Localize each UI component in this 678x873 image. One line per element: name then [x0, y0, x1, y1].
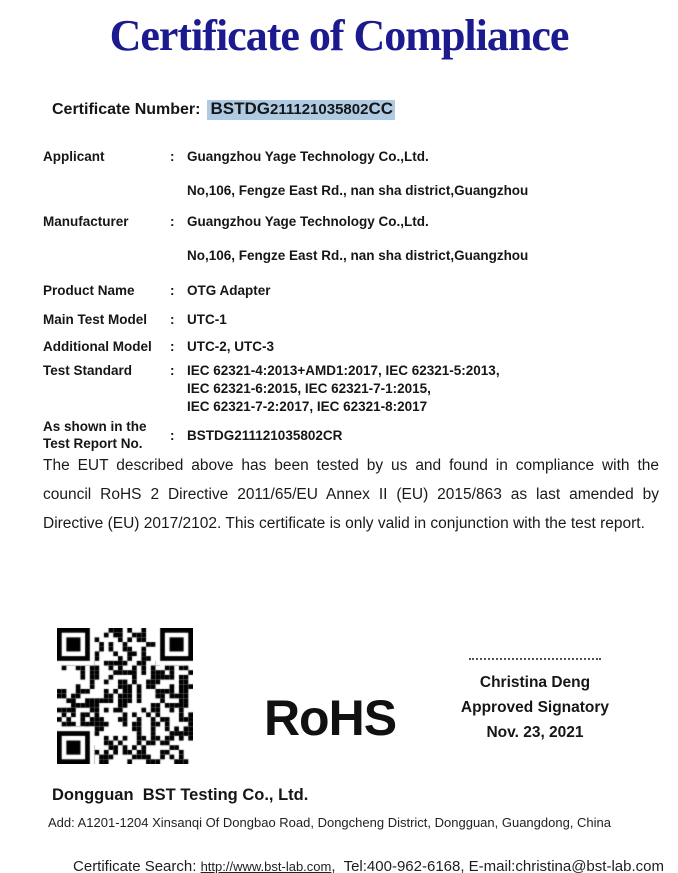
signatory-role: Approved Signatory: [460, 699, 610, 716]
additional-model-value: UTC-2, UTC-3: [187, 339, 274, 354]
test-report-number-value: BSTDG211121035802CR: [187, 427, 343, 443]
lab-address: Add: A1201-1204 Xinsanqi Of Dongbao Road, Dongcheng District, Dongguan, Guangdong, China: [48, 815, 611, 830]
field-colon: :: [170, 339, 175, 354]
field-colon: :: [170, 214, 175, 229]
field-label-report-line1: As shown in the: [43, 419, 147, 434]
page-title: Certificate of Compliance: [109, 11, 569, 60]
applicant-name: Guangzhou Yage Technology Co.,Ltd.: [187, 149, 429, 164]
main-test-model-value: UTC-1: [187, 312, 227, 327]
certificate-search-line: [48, 841, 668, 873]
field-label-main-test-model: Main Test Model: [43, 312, 148, 327]
field-colon: :: [170, 149, 175, 164]
applicant-address: No,106, Fengze East Rd., nan sha district,Guangzhou: [187, 183, 529, 198]
certificate-number-value: BSTDG211121035802CC: [207, 100, 395, 120]
field-colon: :: [170, 363, 175, 378]
certificate-search-label: Certificate Search:: [73, 858, 201, 873]
product-name-value: OTG Adapter: [187, 283, 271, 298]
field-label-report-line2: Test Report No.: [43, 436, 143, 451]
field-colon: :: [170, 283, 175, 298]
field-row-applicant: [43, 146, 660, 201]
manufacturer-address: No,106, Fengze East Rd., nan sha district,Guangzhou: [187, 248, 529, 263]
info-table: [43, 146, 660, 452]
field-row-test-report-no: [43, 418, 660, 452]
rohs-logo: RoHS: [263, 690, 397, 746]
field-colon: :: [170, 312, 175, 327]
field-label-test-standard: Test Standard: [43, 363, 133, 378]
compliance-statement: The EUT described above has been tested by us and found in compliance with the council RoHS 2 Directive 2011/65/EU Annex II (EU) 2015/863 as last amended by Directive (EU) 2017/2102. This certificate is only valid in conjunction with the test report.: [43, 457, 659, 532]
field-row-additional-model: [43, 336, 660, 357]
signature-dotted-line: [469, 658, 601, 660]
test-standard-line2: IEC 62321-6:2015, IEC 62321-7-1:2015,: [187, 381, 431, 396]
field-row-main-test-model: [43, 309, 660, 330]
field-row-test-standard: [43, 362, 660, 416]
lab-company-name: Dongguan BST Testing Co., Ltd.: [52, 786, 309, 804]
qr-code: [57, 628, 193, 764]
field-label-applicant: Applicant: [43, 149, 105, 164]
manufacturer-name: Guangzhou Yage Technology Co.,Ltd.: [187, 214, 429, 229]
field-row-manufacturer: [43, 211, 660, 266]
field-label-product-name: Product Name: [43, 283, 135, 298]
signatory-name: Christina Deng: [479, 674, 591, 691]
lab-website-link[interactable]: http://www.bst-lab.com: [200, 859, 332, 873]
contact-info: , Tel:400-962-6168, E-mail:christina@bst-lab.com: [331, 858, 664, 873]
field-label-additional-model: Additional Model: [43, 339, 152, 354]
signature-block: [452, 658, 618, 745]
field-colon: :: [170, 427, 175, 443]
certificate-number-row: [52, 99, 395, 119]
field-row-product-name: [43, 280, 660, 301]
test-standard-line3: IEC 62321-7-2:2017, IEC 62321-8:2017: [187, 399, 428, 414]
test-standard-line1: IEC 62321-4:2013+AMD1:2017, IEC 62321-5:2013,: [187, 363, 500, 378]
field-label-manufacturer: Manufacturer: [43, 214, 129, 229]
signature-date: Nov. 23, 2021: [486, 724, 584, 741]
certificate-number-label: Certificate Number:: [52, 101, 201, 118]
footer: [48, 786, 668, 873]
